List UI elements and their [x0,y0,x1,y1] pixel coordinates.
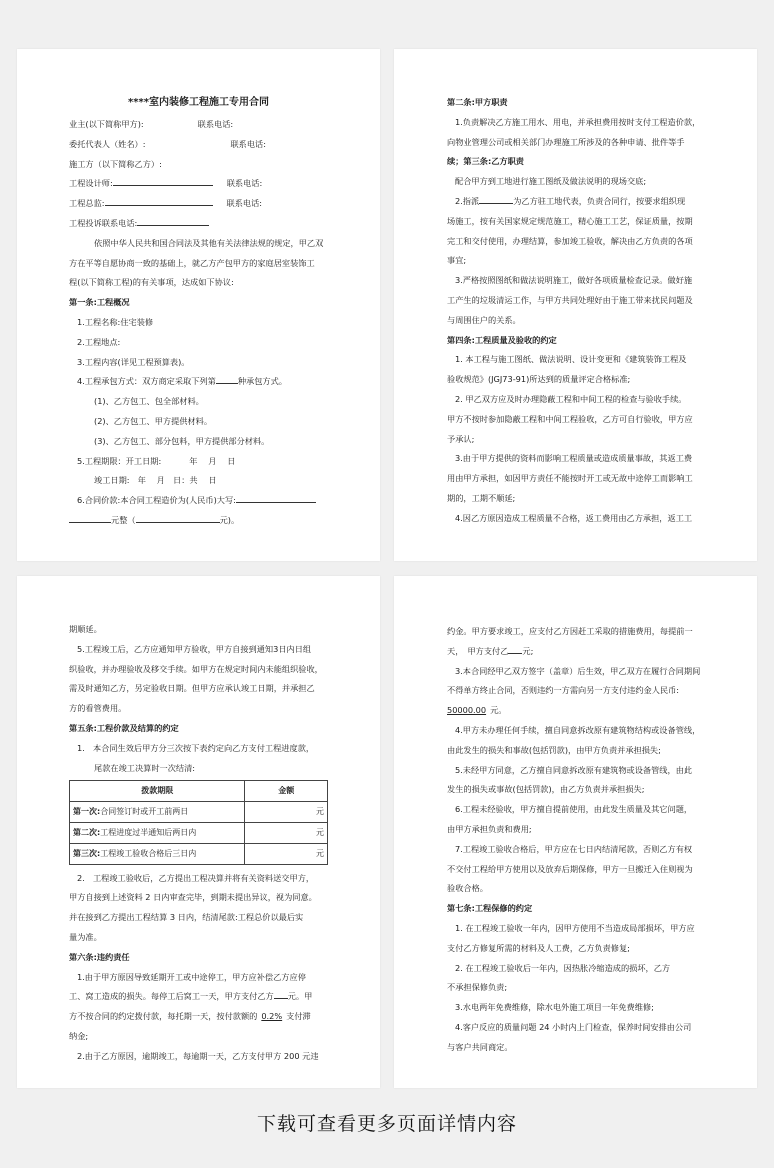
amount-cell: 元 [245,843,328,864]
document-page-3 [17,576,380,1088]
installment-label: 第一次: [73,807,101,817]
paragraph-line: 5.工程竣工后，乙方应通知甲方验收，甲方自接到通知3日内日组 [77,643,312,654]
paragraph-line: 期的，工期不顺延; [447,492,516,503]
paragraph-line: 配合甲方到工地进行施工图纸及做法说明的现场交底; [455,176,647,187]
list-item: 竣工日期: 年 月 日：共 日 [94,475,217,486]
section-heading: 第七条:工程保修的约定 [447,903,533,914]
paragraph-line: 3.由于甲方提供的资料而影响工程质量或造成质量事故，其返工费 [455,453,693,464]
paragraph-line: 3.严格按照图纸和做法说明施工，做好各项质量检查记录。做好施 [455,275,693,286]
owner-label: 业主(以下简称甲方): [69,119,144,129]
list-item: 4.工程承包方式：双方商定采取下列第 [77,376,216,387]
amount-cell: 元 [245,822,328,843]
paragraph-line: 织验收，并办理验收及移交手续。如甲方在规定时间内未能组织验收， [69,663,323,674]
phone-label: 联系电话: [226,198,263,209]
section-heading: 第一条:工程概况 [69,297,130,308]
page-3-content: 期顺延。 5.工程竣工后，乙方应通知甲方验收，甲方自接到通知3日内日组 织验收，并办理验收及移交手续。如甲方在规定时间内未能组织验收， 需及时通知乙方，另定验收日期。但甲方应承认竣工日期，并承担乙 方的看管费用。 第五条:工程价款及结算的约定 1. 本合同生效后甲方分三次按下表约定向乙方支付工程进度款， 尾款在竣工决算时一次结清: 拨款期限 金额 第一次:合同签订时或开工前两日 元 第二次:工程进度过半通知后两日内 元 第三次:工程竣工验收合格后三日内 元 2. 工程竣工验收后，乙方提出工程决算并将有关资料送交甲方， 甲方自接到上述资料 2 日内审查完毕，到期未提出异议，视为同意。 并在接到乙方提出工程结算 3 日内，结清尾款:工程总价以最后实 量为准。 第六条:违约责任 1.由于甲方原因导致延期开工或中途停工，甲方应补偿乙方应停 工、窝工造成的损失。每停工后窝工一天，甲方支付乙方 元。甲 方不按合同的约定拨付款，每托期一天，按付款额的 0.2% 支付滞 纳金; 2.由于乙方原因，逾期竣工，每逾期一天，乙方支付甲方 200 元违 [69,620,328,1067]
paragraph-line: 依照中华人民共和国合同法及其他有关法律法规的规定，甲乙双 [94,237,324,248]
installment-label: 第三次: [73,848,101,858]
paragraph-line: 1.由于甲方原因导致延期开工或中途停工，甲方应补偿乙方应停 [77,971,306,982]
designer-label: 工程设计师: [69,178,113,189]
list-item: 3.工程内容(详见工程预算表)。 [77,356,190,367]
installment-period: 工程进度过半通知后两日内 [100,827,197,837]
list-item: 5.工程期限：开工日期: [77,455,162,466]
section-heading: 第六条:违约责任 [69,951,130,962]
paragraph-line: 2. 甲乙双方应及时办理隐蔽工程和中间工程的检查与验收手续。 [455,393,687,404]
paragraph-line: 1. 本合同生效后甲方分三次按下表约定向乙方支付工程进度款， [77,742,315,753]
paragraph-line: 与客户共同商定。 [447,1041,513,1052]
penalty-rate: 0.2% [261,1011,283,1022]
paragraph-line: 期顺延。 [69,624,102,634]
paragraph-line: 并在接到乙方提出工程结算 3 日内，结清尾款:工程总价以最后实 [69,912,304,923]
list-item: 1.工程名称:住宅装修 [77,316,154,327]
paragraph-line: 程(以下简称工程)的有关事项，达成如下协议: [69,277,234,288]
paragraph-line: 2. 在工程竣工验收后一年内，因热胀冷缩造成的损坏，乙方 [455,962,671,973]
paragraph-line: 需及时通知乙方，另定验收日期。但甲方应承认竣工日期，并承担乙 [69,683,315,694]
complaint-phone-label: 工程投诉联系电话: [69,217,138,228]
installment-label: 第二次: [73,827,101,837]
paragraph-line: 由此发生的损失和事故(包括罚款)，由甲方负责并承担损失; [447,744,661,755]
page-4-content: 约金。甲方要求竣工，应支付乙方因赶工采取的措施费用，每提前一 天， 甲方支付乙 元; 3.本合同经甲乙双方签字（盖章）后生效，甲乙双方在履行合同期间 不得单方终止合同，否则违约一方需向另一方支付违约金人民币: 50000.00 元。 4.甲方未办理任何手续，擅自同意拆改原有建筑物结构或设备管线， 由此发生的损失和事故(包括罚款)，由甲方负责并承担损失; 5.未经甲方同意，乙方擅自同意拆改原有建筑物或设备管线，由此 发生的损失或事故(包括罚款)，由乙方负责并承担损失; 6.工程未经验收，甲方擅自提前使用，由此发生质量及其它问题， 由甲方承担负责和费用; 7.工程竣工验收合格后，甲方应在七日内结清尾款，否则乙方有权 不交付工程给甲方使用以及放弃后期保修，甲方一旦搬迁入住则视为 验收合格。 第七条:工程保修的约定 1. 在工程竣工验收一年内，因甲方使用不当造成局部损坏，甲方应 支付乙方修复所需的材料及人工费，乙方负责修复; 2. 在工程竣工验收后一年内，因热胀冷缩造成的损坏，乙方 不承担保修负责; 3.水电两年免费维修，除水电外施工项目一年免费维修; 4.客户反应的质量问题 24 小时内上门检查，保养时间安排由公司 与客户共同商定。 [447,622,702,1058]
paragraph-line: 4.因乙方原因造成工程质量不合格，返工费用由乙方承担，返工工 [455,512,693,523]
paragraph-line: 不交付工程给甲方使用以及放弃后期保修，甲方一旦搬迁入住则视为 [447,863,693,874]
column-header: 拨款期限 [70,781,245,802]
list-item: (3)、乙方包工、部分包料，甲方提供部分材料。 [94,435,270,446]
paragraph-line: 工产生的垃圾清运工作，与甲方共同处理好由于施工带来扰民问题及 [447,294,693,305]
installment-period: 工程竣工验收合格后三日内 [100,848,197,858]
paragraph-line: 向物业管理公司或相关部门办理施工所涉及的各种申请、批件等手 [447,136,685,147]
paragraph-line: 甲方不按时参加隐蔽工程和中间工程验收，乙方可自行验收，甲方应 [447,413,693,424]
paragraph-line: 不承担保修负责; [447,982,508,993]
paragraph-line: 事宜; [447,255,467,266]
paragraph-line: 予承认; [447,433,475,444]
paragraph-line: 验收规范》(JGJ73-91)所达到的质量评定合格标准; [447,374,631,385]
delegate-label: 委托代表人（姓名）: [69,138,146,149]
document-page-1 [17,49,380,561]
list-item: 2.工程地点: [77,336,121,347]
paragraph-line: 纳金; [69,1030,89,1041]
list-item: (1)、乙方包工、包全部材料。 [94,396,204,407]
paragraph-line: 3.本合同经甲乙双方签字（盖章）后生效，甲乙双方在履行合同期间 [455,665,701,676]
contract-title: ****室内装修工程施工专用合同 [128,97,269,108]
paragraph-line: 4.甲方未办理任何手续，擅自同意拆改原有建筑物结构或设备管线， [455,724,701,735]
paragraph-line: 场施工，按有关国家规定规范施工，精心施工工艺，保证质量，按期 [447,215,693,226]
contractor-label: 施工方（以下简称乙方）: [69,158,162,169]
table-header-row [70,781,328,802]
paragraph-line: 3.水电两年免费维修，除水电外施工项目一年免费维修; [455,1002,654,1013]
paragraph-line: 7.工程竣工验收合格后，甲方应在七日内结清尾款，否则乙方有权 [455,843,693,854]
paragraph-line: 6.工程未经验收，甲方擅自提前使用，由此发生质量及其它问题， [455,804,693,815]
document-page-4 [394,576,757,1088]
section-heading: 第五条:工程价款及结算的约定 [69,722,179,733]
paragraph-line: 完工和交付使用，办理结算，参加竣工验收，解决由乙方负责的各项 [447,235,693,246]
paragraph-line: 方在平等自愿协商一致的基础上，就乙方产包甲方的家庭居室装饰工 [69,257,315,268]
section-heading: 第四条:工程质量及验收的约定 [447,334,557,345]
table-row [70,822,328,843]
paragraph-line: 支付乙方修复所需的材料及人工费，乙方负责修复; [447,942,630,953]
paragraph-line: 1. 本工程与施工图纸、做法说明、设计变更和《建筑装饰工程及 [455,354,687,365]
section-heading: 续；第三条:乙方职责 [447,156,524,167]
list-item: (2)、乙方包工、甲方提供材料。 [94,415,213,426]
document-page-2 [394,49,757,561]
column-header: 金额 [245,781,328,802]
paragraph-line: 1. 在工程竣工验收一年内，因甲方使用不当造成局部损坏，甲方应 [455,922,695,933]
paragraph-line: 1.负责解决乙方施工用水、用电，并承担费用按时支付工程造价款， [455,116,701,127]
paragraph-line: 甲方自接到上述资料 2 日内审查完毕，到期未提出异议，视为同意。 [69,892,317,903]
phone-label: 联系电话: [226,178,263,189]
download-more-caption: 下载可查看更多页面详情内容 [256,1113,517,1135]
paragraph-line: 尾款在竣工决算时一次结清: [94,762,196,773]
penalty-amount: 50000.00 [447,705,487,716]
paragraph-line: 与周围住户的关系。 [447,314,521,325]
list-item: 6.合同价款:本合同工程造价为(人民币)大写: [77,495,236,506]
paragraph-line: 方的看管费用。 [69,703,127,714]
table-row [70,843,328,864]
payment-schedule-table [69,780,328,864]
page-2-content: 第二条:甲方职责 1.负责解决乙方施工用水、用电，并承担费用按时支付工程造价款， 向物业管理公司或相关部门办理施工所涉及的各种申请、批件等手 续；第三条:乙方职责 配合甲方到工地进行施工图纸及做法说明的现场交底; 2.指派 为乙方驻工地代表，负责合同行，按要求组织现 场施工，按有关国家规定规范施工，精心施工工艺，保证质量，按期 完工和交付使用，办理结算，参加竣工验收，解决由乙方负责的各项 事宜; 3.严格按照图纸和做法说明施工，做好各项质量检查记录。做好施 工产生的垃圾清运工作，与甲方共同处理好由于施工带来扰民问题及 与周围住户的关系。 第四条:工程质量及验收的约定 1. 本工程与施工图纸、做法说明、设计变更和《建筑装饰工程及 验收规范》(JGJ73-91)所达到的质量评定合格标准; 2. 甲乙双方应及时办理隐蔽工程和中间工程的检查与验收手续。 甲方不按时参加隐蔽工程和中间工程验收，乙方可自行验收，甲方应 予承认; 3.由于甲方提供的资料而影响工程质量或造成质量事故，其返工费 用由甲方承担，如因甲方责任不能按时开工或无故中途停工而影响工 期的，工期不顺延; 4.因乙方原因造成工程质量不合格，返工费用由乙方承担，返工工 [447,93,702,529]
paragraph-line: 2. 工程竣工验收后，乙方提出工程决算并将有关资料送交甲方， [77,872,315,883]
paragraph-line: 量为准。 [69,931,102,942]
paragraph-line: 5.未经甲方同意，乙方擅自同意拆改原有建筑物或设备管线，由此 [455,764,693,775]
phone-label: 联系电话: [197,119,234,129]
section-heading: 第二条:甲方职责 [447,97,508,107]
paragraph-line: 2.由于乙方原因，逾期竣工，每逾期一天，乙方支付甲方 200 元违 [77,1050,319,1061]
paragraph-line: 约金。甲方要求竣工，应支付乙方因赶工采取的措施费用，每提前一 [447,626,693,636]
installment-period: 合同签订时或开工前两日 [100,807,189,817]
table-row [70,802,328,823]
paragraph-line: 验收合格。 [447,883,488,894]
paragraph-line: 不得单方终止合同，否则违约一方需向另一方支付违约金人民币: [447,685,680,696]
paragraph-line: 用由甲方承担，如因甲方责任不能按时开工或无故中途停工而影响工 [447,473,693,484]
phone-label: 联系电话: [230,138,266,149]
paragraph-line: 由甲方承担负责和费用; [447,823,532,834]
supervisor-label: 工程总监: [69,198,105,209]
page-1-content: ****室内装修工程施工专用合同 业主(以下简称甲方): 联系电话: 委托代表人（姓名）: 联系电话: 施工方（以下简称乙方）: 工程设计师: 联系电话: 工程总监: 联系电话: 工程投诉联系电话: 依照中华人民共和国合同法及其他有关法律法规的规定，甲乙双 方在平等自愿协商一致的基础上，就乙方产包甲方的家庭居室装饰工 程(以下简称工程)的有关事项，达成如下协议: 第一条:工程概况 1.工程名称:住宅装修 2.工程地点: 3.工程内容(详见工程预算表)。 4.工程承包方式：双方商定采取下列第 种承包方式。 (1)、乙方包工、包全部材料。 (2)、乙方包工、甲方提供材料。 (3)、乙方包工、部分包料，甲方提供部分材料。 5.工程期限：开工日期: 年 月 日 竣工日期: 年 月 日：共 日 6.合同价款:本合同工程造价为(人民币)大写: 元整（ 元)。 [69,93,328,531]
paragraph-line: 发生的损失或事故(包括罚款)，由乙方负责并承担损失; [447,784,645,795]
paragraph-line: 4.客户反应的质量问题 24 小时内上门检查，保养时间安排由公司 [455,1021,692,1032]
amount-cell: 元 [245,802,328,823]
